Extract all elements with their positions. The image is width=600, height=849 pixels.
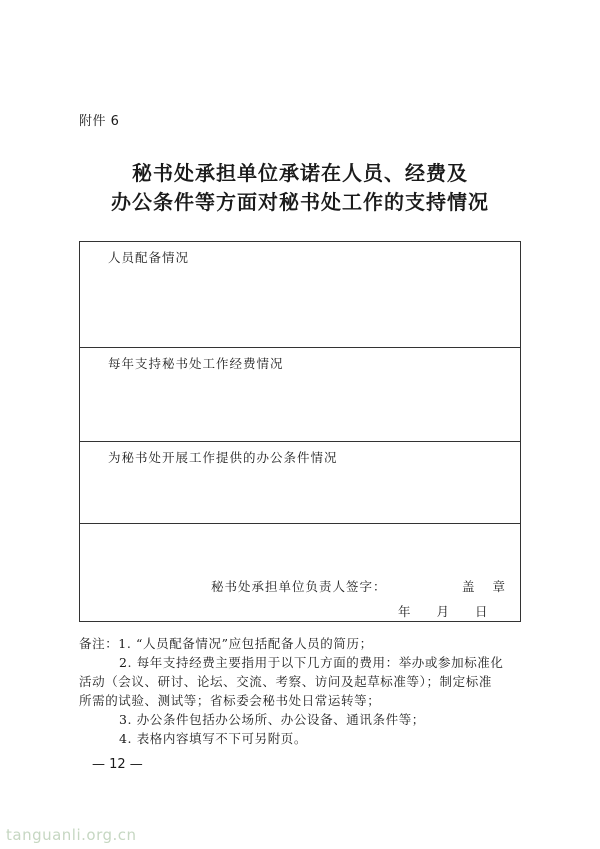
form-row-office-conditions	[80, 442, 520, 524]
attachment-label: 附件 6	[79, 114, 120, 129]
document-title-line-1: 秘书处承担单位承诺在人员、经费及	[132, 161, 468, 185]
form-row-signature	[80, 524, 520, 623]
office-conditions-label: 为秘书处开展工作提供的办公条件情况	[108, 450, 338, 465]
notes-section	[79, 634, 524, 748]
document-title-line-2: 办公条件等方面对秘书处工作的支持情况	[111, 190, 489, 214]
note-line-4: 所需的试验、测试等；省标委会秘书处日常运转等；	[79, 693, 381, 708]
signature-label: 秘书处承担单位负责人签字：	[211, 579, 387, 594]
staffing-label: 人员配备情况	[108, 250, 190, 265]
form-row-staffing	[80, 242, 520, 348]
form-row-funding	[80, 348, 520, 442]
note-line-1: 备注：1. “人员配备情况”应包括配备人员的简历；	[79, 636, 373, 651]
watermark: tanguanli.org.cn	[6, 826, 137, 844]
note-line-3: 活动（会议、研讨、论坛、交流、考察、访问及起草标准等）；制定标准	[79, 674, 492, 689]
commitment-form-table	[79, 241, 521, 622]
seal-label: 盖 章	[462, 579, 506, 594]
funding-label: 每年支持秘书处工作经费情况	[108, 356, 284, 371]
note-line-6: 4. 表格内容填写不下可另附页。	[119, 731, 308, 746]
page-number: — 12 —	[92, 757, 143, 772]
date-label: 年 月 日	[398, 604, 488, 619]
note-line-2: 2. 每年支持经费主要指用于以下几方面的费用：举办或参加标准化	[119, 655, 504, 670]
note-line-5: 3. 办公条件包括办公场所、办公设备、通讯条件等；	[119, 712, 425, 727]
